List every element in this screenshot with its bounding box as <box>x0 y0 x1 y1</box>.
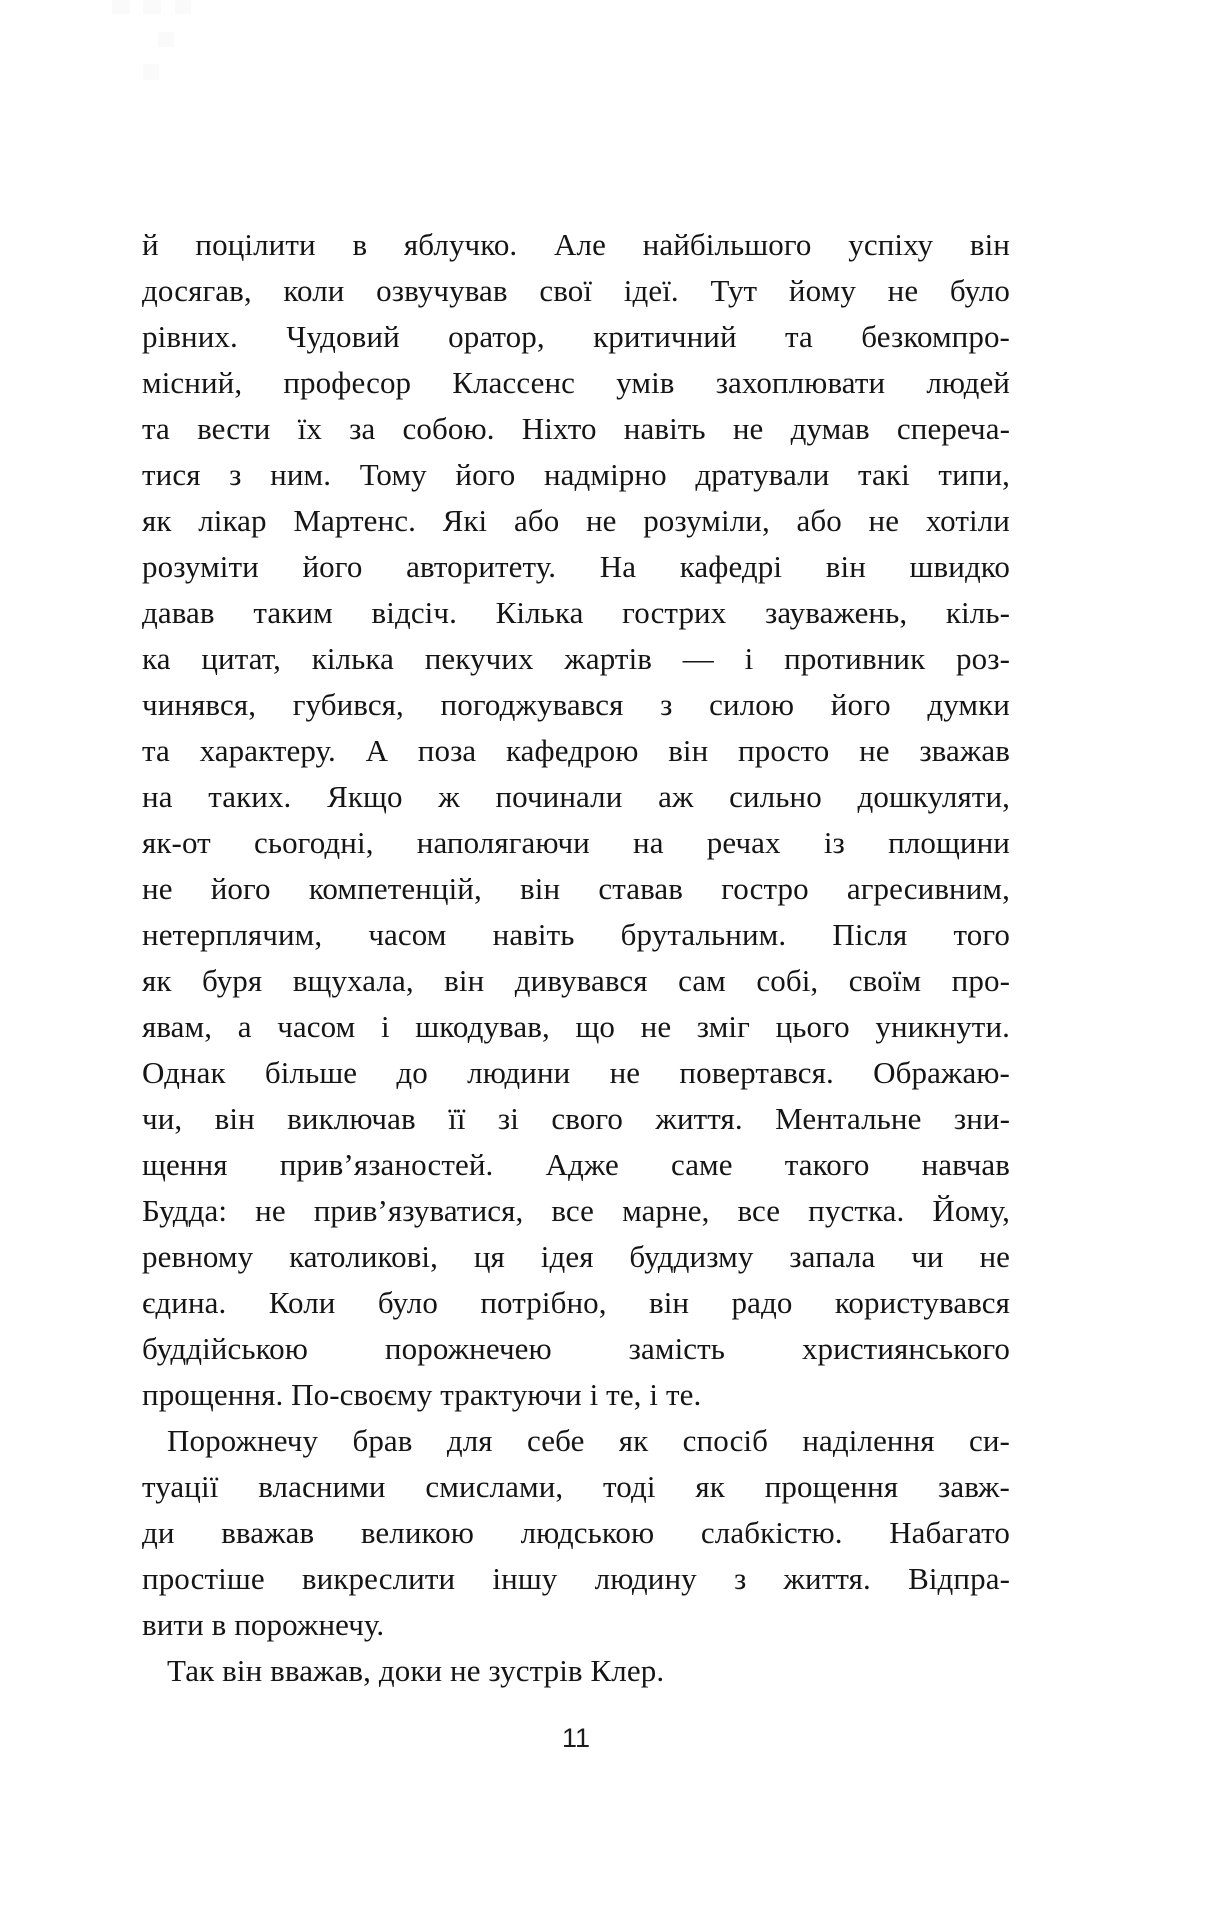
scan-artifact <box>112 0 130 14</box>
text-line: ка цитат, кілька пекучих жартів — і противник роз- <box>142 641 1010 676</box>
text-line: Порожнечу брав для себе як спосіб наділення си- <box>167 1423 1010 1458</box>
text-line: й поцілити в яблучко. Але найбільшого успіху він <box>142 227 1010 262</box>
text-line: ревному католикові, ця ідея буддизму запала чи не <box>142 1239 1010 1274</box>
text-block <box>142 222 1010 1694</box>
text-line: давав таким відсіч. Кілька гострих зауважень, кіль- <box>142 595 1010 630</box>
text-line: тися з ним. Тому його надмірно дратували такі типи, <box>142 457 1010 492</box>
text-line: та характеру. А поза кафедрою він просто не зважав <box>142 733 1010 768</box>
text-line: як лікар Мартенс. Які або не розуміли, або не хотіли <box>142 503 1010 538</box>
text-line: Будда: не прив’язуватися, все марне, все пустка. Йому, <box>142 1193 1010 1228</box>
scan-artifact <box>158 32 174 47</box>
text-line: єдина. Коли було потрібно, він радо користувався <box>142 1285 1010 1320</box>
text-line: як-от сьогодні, наполягаючи на речах із площини <box>142 825 1010 860</box>
text-line: буддійською порожнечею замість християнського <box>142 1331 1010 1366</box>
text-line: на таких. Якщо ж починали аж сильно дошкуляти, <box>142 779 1010 814</box>
text-line: місний, професор Классенс умів захоплювати людей <box>142 365 1010 400</box>
text-line: Однак більше до людини не повертався. Ображаю- <box>142 1055 1010 1090</box>
text-line: не його компетенцій, він ставав гостро агресивним, <box>142 871 1010 906</box>
scan-artifact <box>175 0 191 14</box>
text-line: туації власними смислами, тоді як прощення завж- <box>142 1469 1010 1504</box>
text-line: розуміти його авторитету. На кафедрі він швидко <box>142 549 1010 584</box>
text-line: чинявся, губився, погоджувався з силою його думки <box>142 687 1010 722</box>
text-line: як буря вщухала, він дивувався сам собі, своїм про- <box>142 963 1010 998</box>
text-line: простіше викреслити іншу людину з життя. Відпра- <box>142 1561 1010 1596</box>
text-line: чи, він виключав її зі свого життя. Ментальне зни- <box>142 1101 1010 1136</box>
text-line: прощення. По-своєму трактуючи і те, і те. <box>142 1377 702 1412</box>
text-line: ди вважав великою людською слабкістю. Набагато <box>142 1515 1010 1550</box>
page-number: 11 <box>561 1723 591 1753</box>
scan-artifact <box>143 64 159 80</box>
text-line: та вести їх за собою. Ніхто навіть не думав спереча- <box>142 411 1010 446</box>
text-line: рівних. Чудовий оратор, критичний та безкомпро- <box>142 319 1010 354</box>
text-line: щення прив’язаностей. Адже саме такого навчав <box>142 1147 1010 1182</box>
text-line: нетерплячим, часом навіть брутальним. Після того <box>142 917 1010 952</box>
text-line: вити в порожнечу. <box>142 1607 385 1642</box>
text-line: Так він вважав, доки не зустрів Клер. <box>167 1653 665 1688</box>
text-line: досягав, коли озвучував свої ідеї. Тут йому не було <box>142 273 1010 308</box>
scan-artifact <box>143 0 161 14</box>
text-line: явам, а часом і шкодував, що не зміг цього уникнути. <box>142 1009 1010 1044</box>
